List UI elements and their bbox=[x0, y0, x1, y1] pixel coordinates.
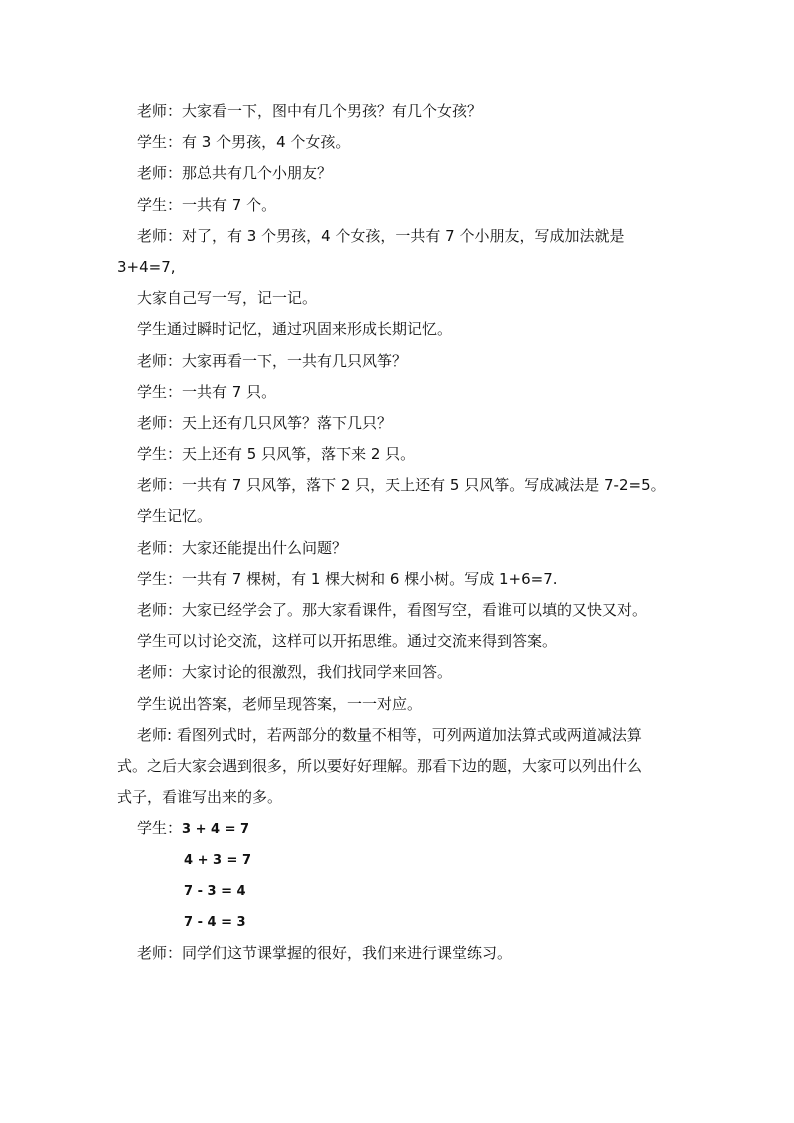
dialogue-line: 学生通过瞬时记忆，通过巩固来形成长期记忆。 bbox=[137, 320, 453, 339]
lesson-dialogue bbox=[117, 96, 679, 969]
dialogue-line: 老师：一共有 7 只风筝，落下 2 只，天上还有 5 只风筝。写成减法是 7-2=5。 bbox=[137, 476, 666, 495]
equation: 7 - 4 = 3 bbox=[184, 914, 246, 930]
dialogue-line: 老师：那总共有几个小朋友？ bbox=[137, 164, 333, 183]
dialogue-line: 学生记忆。 bbox=[137, 507, 213, 526]
dialogue-line: 学生：一共有 7 棵树，有 1 棵大树和 6 棵小树。写成 1+6=7. bbox=[137, 569, 558, 588]
dialogue-line: 老师：大家已经学会了。那大家看课件，看图写空，看谁可以填的又快又对。 bbox=[137, 601, 648, 619]
dialogue-line: 式子，看谁写出来的多。 bbox=[117, 788, 283, 807]
dialogue-line: 老师：大家看一下，图中有几个男孩？有几个女孩？ bbox=[137, 102, 483, 120]
dialogue-line: 大家自己写一写，记一记。 bbox=[137, 289, 318, 308]
dialogue-line: 3+4=7, bbox=[117, 257, 176, 276]
dialogue-line: 老师：大家再看一下，一共有几只风筝？ bbox=[137, 351, 408, 370]
dialogue-line: 老师: 看图列式时，若两部分的数量不相等，可列两道加法算式或两道减法算 bbox=[137, 725, 642, 744]
dialogue-line: 老师：对了，有 3 个男孩，4 个女孩，一共有 7 个小朋友，写成加法就是 bbox=[137, 226, 625, 245]
dialogue-line: 学生：天上还有 5 只风筝，落下来 2 只。 bbox=[137, 445, 416, 464]
student-answer-label: 学生： bbox=[137, 819, 183, 838]
dialogue-line: 学生说出答案，老师呈现答案，一一对应。 bbox=[137, 694, 423, 713]
student-answer-line bbox=[117, 813, 679, 844]
dialogue-line: 学生可以讨论交流，这样可以开拓思维。通过交流来得到答案。 bbox=[137, 632, 558, 651]
equation: 7 - 3 = 4 bbox=[184, 883, 246, 899]
dialogue-line: 学生：一共有 7 个。 bbox=[137, 195, 277, 214]
dialogue-line: 老师：大家讨论的很激烈，我们找同学来回答。 bbox=[137, 663, 453, 682]
equation: 3 + 4 = 7 bbox=[182, 822, 250, 838]
dialogue-line: 老师：天上还有几只风筝？落下几只？ bbox=[137, 413, 393, 432]
equation: 4 + 3 = 7 bbox=[184, 852, 252, 868]
dialogue-line: 式。之后大家会遇到很多，所以要好好理解。那看下边的题，大家可以列出什么 bbox=[117, 756, 643, 775]
dialogue-line: 学生：有 3 个男孩，4 个女孩。 bbox=[137, 133, 351, 152]
closing-line: 老师：同学们这节课掌握的很好，我们来进行课堂练习。 bbox=[137, 944, 513, 963]
dialogue-line: 老师：大家还能提出什么问题？ bbox=[137, 538, 348, 557]
dialogue-line: 学生：一共有 7 只。 bbox=[137, 382, 277, 401]
